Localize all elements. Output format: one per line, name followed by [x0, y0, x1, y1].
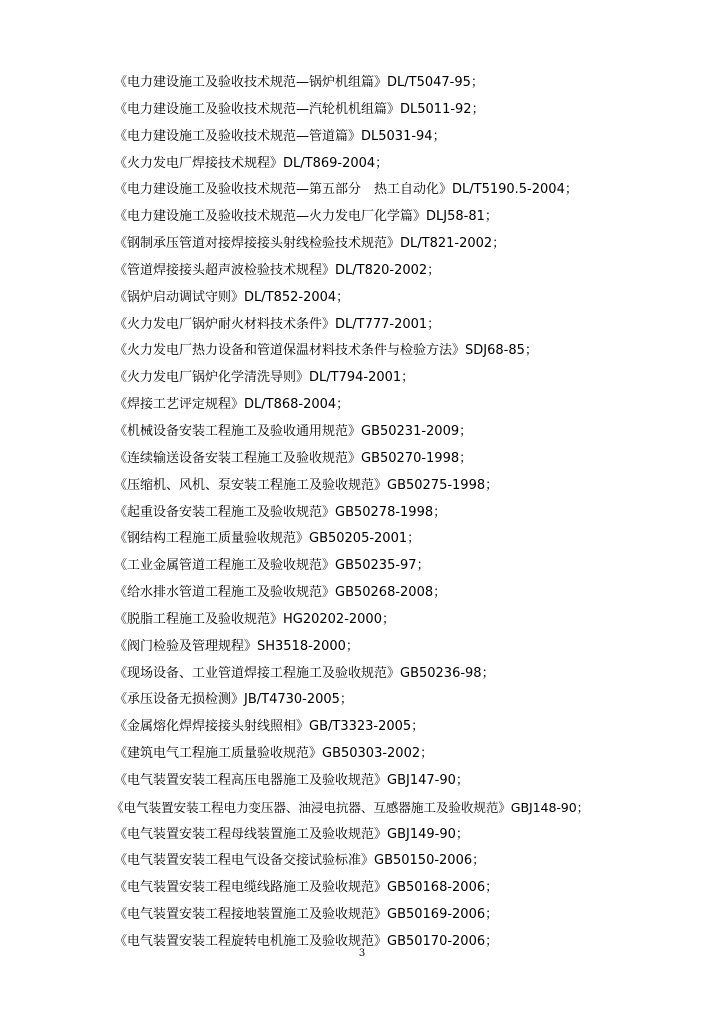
reference-item: 《机械设备安装工程施工及验收通用规范》GB50231-2009； — [114, 423, 473, 439]
reference-item: 《火力发电厂焊接技术规程》DL/T869-2004； — [114, 155, 389, 171]
reference-item: 《现场设备、工业管道焊接工程施工及验收规范》GB50236-98； — [114, 665, 495, 681]
reference-item: 《连续输送设备安装工程施工及验收规范》GB50270-1998； — [114, 450, 473, 466]
reference-item: 《锅炉启动调试守则》DL/T852-2004； — [114, 289, 350, 305]
reference-item: 《电力建设施工及验收技术规范—管道篇》DL5031-94； — [114, 128, 446, 144]
reference-item: 《电气装置安装工程电力变压器、油浸电抗器、互感器施工及验收规范》GBJ148-90； — [111, 799, 590, 815]
reference-item: 《电气装置安装工程母线装置施工及验收规范》GBJ149-90； — [114, 826, 469, 842]
reference-item: 《火力发电厂热力设备和管道保温材料技术条件与检验方法》SDJ68-85； — [114, 343, 538, 359]
reference-item: 《工业金属管道工程施工及验收规范》GB50235-97； — [114, 558, 430, 574]
reference-item: 《电气装置安装工程高压电器施工及验收规范》GBJ147-90； — [114, 772, 469, 788]
reference-item: 《电气装置安装工程旋转电机施工及验收规范》GB50170-2006； — [114, 934, 499, 949]
reference-item: 《电力建设施工及验收技术规范—汽轮机机组篇》DL5011-92； — [114, 101, 485, 117]
reference-item: 《电气装置安装工程电气设备交接试验标准》GB50150-2006； — [114, 853, 486, 869]
reference-item: 《给水排水管道工程施工及验收规范》GB50268-2008； — [114, 585, 447, 601]
reference-item: 《建筑电气工程施工质量验收规范》GB50303-2002； — [114, 746, 434, 762]
reference-item: 《电力建设施工及验收技术规范—锅炉机组篇》DL/T5047-95； — [114, 75, 484, 90]
reference-item: 《金属熔化焊焊接接头射线照相》GB/T3323-2005； — [114, 719, 425, 735]
reference-item: 《电力建设施工及验收技术规范—火力发电厂化学篇》DLJ58-81； — [114, 209, 498, 225]
reference-item: 《脱脂工程施工及验收规范》HG20202-2000； — [114, 611, 395, 627]
reference-item: 《焊接工艺评定规程》DL/T868-2004； — [114, 397, 350, 413]
reference-item: 《电气装置安装工程电缆线路施工及验收规范》GB50168-2006； — [114, 880, 499, 896]
reference-item: 《起重设备安装工程施工及验收规范》GB50278-1998； — [114, 504, 447, 520]
page-number: 3 — [358, 948, 366, 959]
reference-item: 《火力发电厂锅炉耐火材料技术条件》DL/T777-2001； — [114, 316, 441, 332]
reference-list — [111, 70, 704, 956]
reference-item: 《钢结构工程施工质量验收规范》GB50205-2001； — [114, 531, 421, 547]
reference-item: 《阀门检验及管理规程》SH3518-2000； — [114, 638, 359, 654]
reference-item: 《承压设备无损检测》JB/T4730-2005； — [114, 692, 353, 708]
reference-item: 《管道焊接接头超声波检验技术规程》DL/T820-2002； — [114, 262, 441, 278]
reference-item: 《电力建设施工及验收技术规范—第五部分 热工自动化》DL/T5190.5-2004； — [114, 182, 578, 198]
reference-item: 《压缩机、风机、泵安装工程施工及验收规范》GB50275-1998； — [114, 477, 499, 493]
reference-item: 《钢制承压管道对接焊接接头射线检验技术规范》DL/T821-2002； — [114, 236, 506, 252]
reference-item: 《电气装置安装工程接地装置施工及验收规范》GB50169-2006； — [114, 907, 499, 923]
reference-item: 《火力发电厂锅炉化学清洗导则》DL/T794-2001； — [114, 370, 415, 386]
